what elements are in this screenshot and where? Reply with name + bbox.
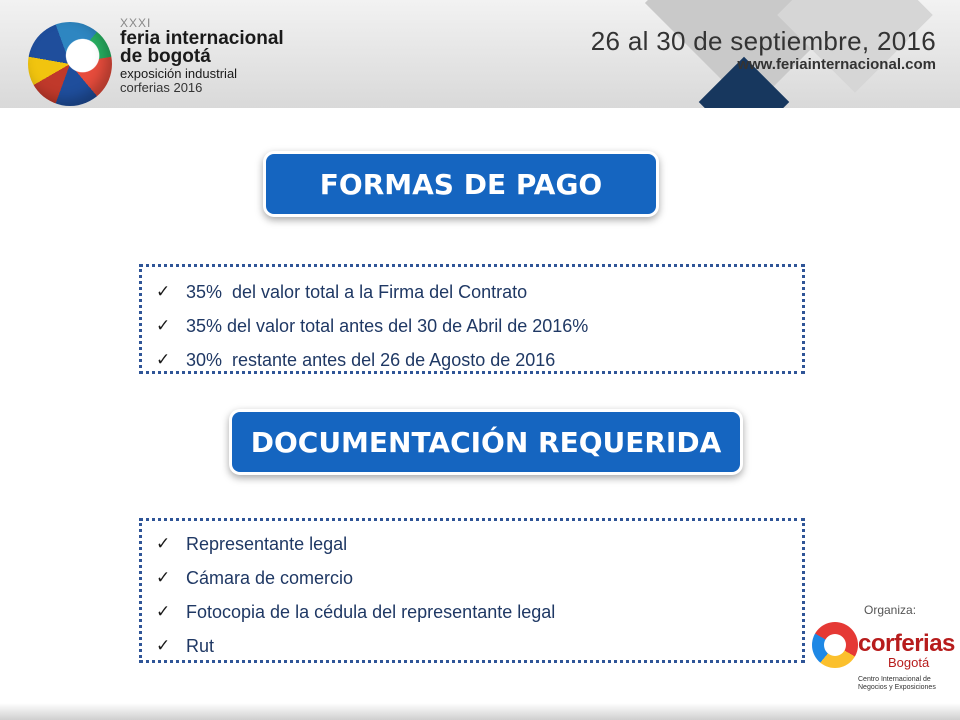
list-item-text: Cámara de comercio [186,567,354,588]
list-item [156,343,802,377]
list-item-text: 35% del valor total a la Firma del Contrato [186,281,528,302]
organizer-label: Organiza: [864,603,917,617]
payment-methods-title: FORMAS DE PAGO [266,154,656,214]
edition-label: XXXI [120,16,152,30]
organizer-city: Bogotá [888,655,930,670]
footer-bar [0,703,960,720]
event-dates: 26 al 30 de septiembre, 2016 [590,26,936,56]
checkmark-icon: ✓ [156,534,171,554]
list-item-text: 30% restante antes del 26 de Agosto de 2016 [186,349,556,370]
event-website: www.feriainternacional.com [737,56,936,73]
payment-list [139,264,805,374]
organizer-name: corferias [858,630,955,657]
list-item-text: Representante legal [186,533,348,554]
fair-subtitle: exposición industrial [120,66,238,81]
checkmark-icon: ✓ [156,316,171,336]
documents-list [139,518,805,663]
list-item [156,527,802,561]
list-item [156,309,802,343]
list-item [156,629,802,663]
checkmark-icon: ✓ [156,282,171,302]
required-documents-title: DOCUMENTACIÓN REQUERIDA [232,412,740,472]
checkmark-icon: ✓ [156,636,171,656]
list-item [156,595,802,629]
checkmark-icon: ✓ [156,568,171,588]
list-item-text: 35% del valor total antes del 30 de Abril de 2016% [186,315,589,336]
checkmark-icon: ✓ [156,602,171,622]
list-item [156,275,802,309]
list-item [156,561,802,595]
fair-name-line2: de bogotá [120,46,211,67]
organizer-tagline: Centro Internacional de Negocios y Exposiciones [858,676,936,691]
brand-year: corferias 2016 [120,80,203,95]
fair-globe-logo-icon [28,22,112,106]
corferias-logo-icon [812,622,858,668]
list-item-text: Rut [186,635,215,656]
list-item-text: Fotocopia de la cédula del representante legal [186,601,556,622]
checkmark-icon: ✓ [156,350,171,370]
header-banner [0,0,960,108]
fair-name-line1: feria internacional [120,28,284,49]
fair-logo-text [120,16,284,95]
